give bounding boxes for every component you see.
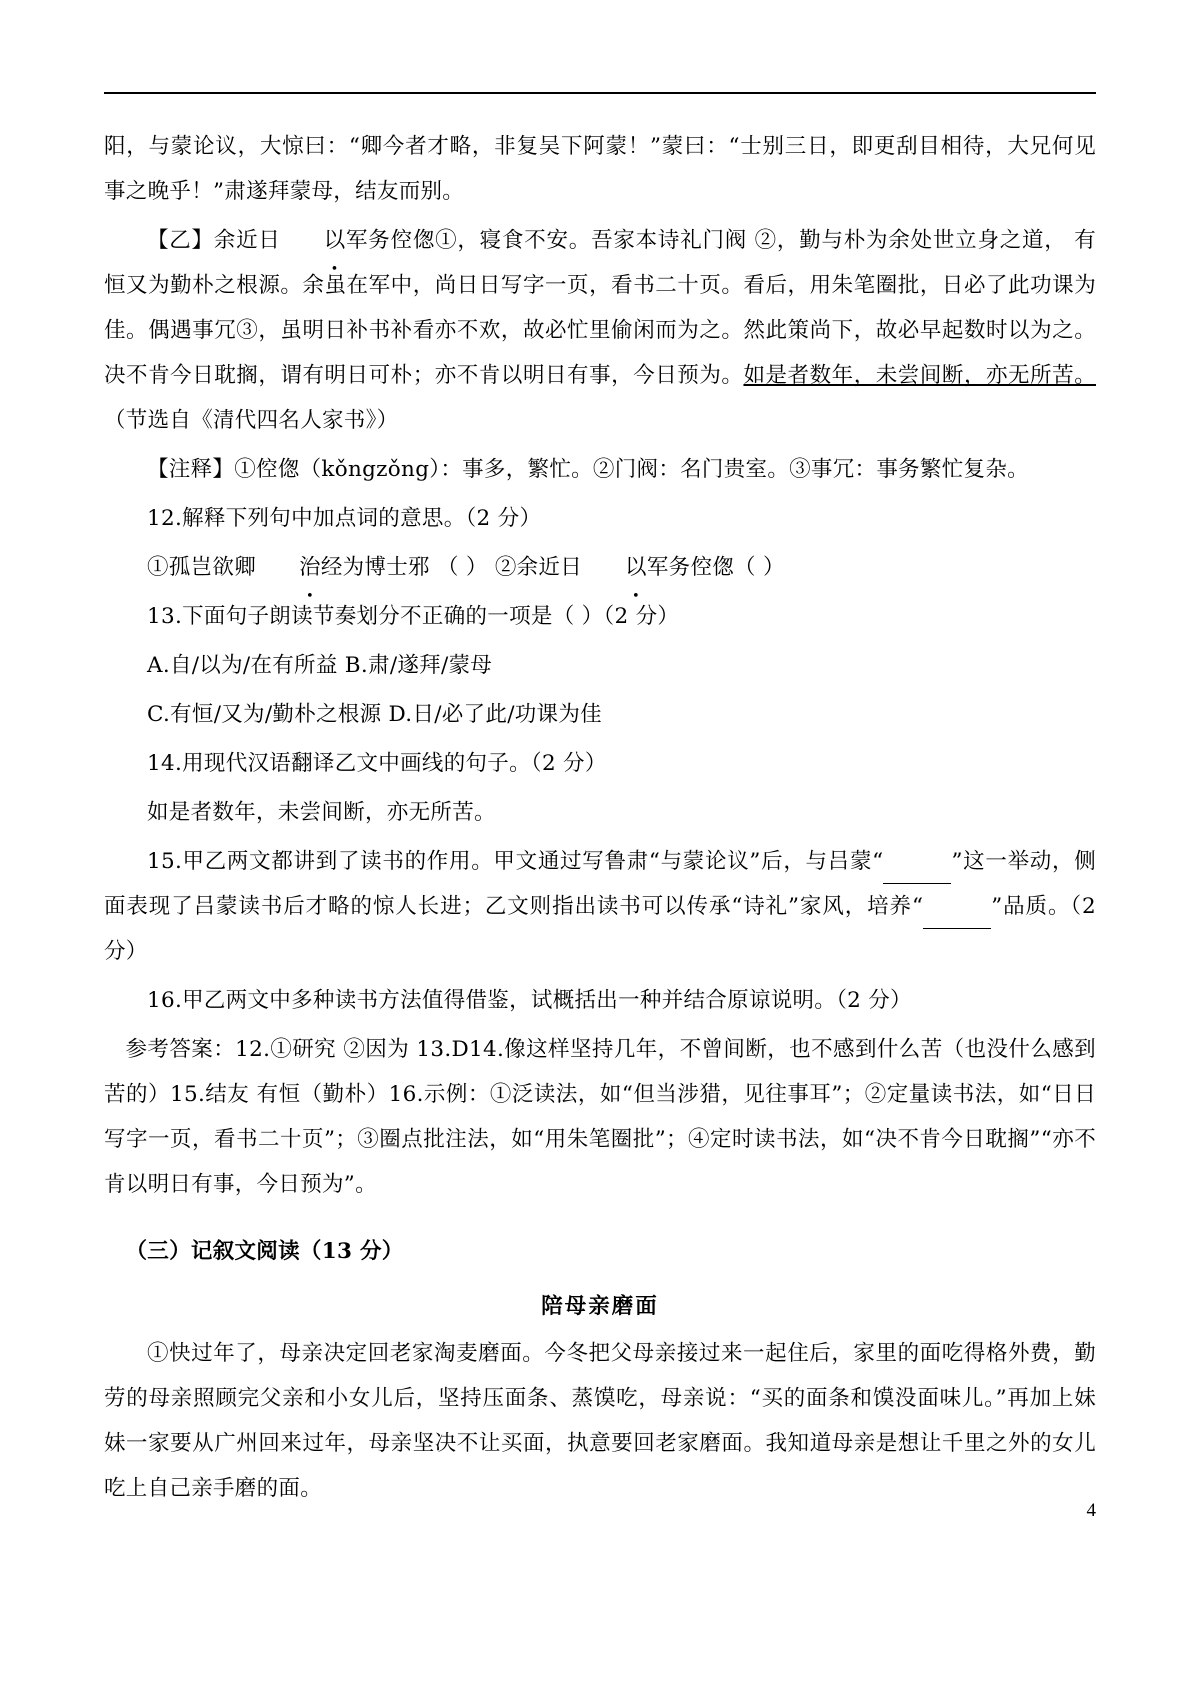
q12-part1-prefix: ①孤岂欲卿 [147,555,257,580]
yi-source: （节选自《清代四名人家书》） [104,408,399,433]
paragraph-yi-ending: 阳，与蒙论议，大惊曰：“卿今者才略，非复吴下阿蒙！”蒙曰：“士别三日，即更刮目相待，大兄何见事之晚乎！”肃遂拜蒙母，结友而别。 [104,134,1096,204]
article-title: 陪母亲磨面 [541,1294,659,1319]
yi-prefix: 【乙】余近日 [147,228,281,253]
yi-body: 军务倥偬①，寝食不安。吾家本诗礼门阀 ②，勤与朴为余处世立身之道， 有恒又为勤朴之根源。余虽在军中，尚日日写字一页，看书二十页。看后，用朱笔圈批，日必了此功课为佳。偶遇事冗③，虽明日补书补看亦不欢，故必忙里偷闲而为之。然此策尚下，故必早起数时以为之。决不肯今日耽搁，谓有明日可朴；亦不肯以明日有事，今日预为。 [104,228,1096,388]
paragraph-text-yi [104,218,1096,443]
question-12-items [104,545,1096,590]
q15-part-b: ”这一举动，侧面表现了吕蒙读书后才略的惊人长进；乙文则指出读书可以传承“诗礼”家风，培养“ [104,849,1096,919]
question-13-options-ab: A.自/以为/在有所益 B.肃/遂拜/蒙母 [147,653,493,678]
answer-blank-2[interactable] [923,907,991,930]
q12-part1-rest: 经为博士邪 （ ） ②余近日 [320,555,583,580]
question-16-stem: 16.甲乙两文中多种读书方法值得借鉴，试概括出一种并结合原谅说明。（2 分） [147,988,912,1013]
q15-part-c: ”品质。（2 分） [104,894,1096,964]
q15-part-a: 15.甲乙两文都讲到了读书的作用。甲文通过写鲁肃“与蒙论议”后，与吕蒙“ [147,849,884,874]
q12-part2-rest: 军务倥偬（ ） [646,555,785,580]
answer-blank-1[interactable] [883,862,951,885]
header-rule [104,92,1096,94]
page-number: 4 [1086,1500,1096,1521]
question-14-stem: 14.用现代汉语翻译乙文中画线的句子。（2 分） [147,751,607,776]
article-paragraph-1: ①快过年了，母亲决定回老家淘麦磨面。今冬把父母亲接过来一起住后，家里的面吃得格外费，勤劳的母亲照顾完父亲和小女儿后，坚持压面条、蒸馍吃，母亲说：“买的面条和馍没面味儿。”再加上妹妹一家要从广州回来过年，母亲坚决不让买面，执意要回老家磨面。我知道母亲是想让千里之外的女儿吃上自己亲手磨的面。 [104,1341,1096,1501]
question-15-stem [104,839,1096,974]
question-13-options-cd: C.有恒/又为/勤朴之根源 D.日/必了此/功课为佳 [147,702,602,727]
question-14-sentence: 如是者数年，未尝间断，亦无所苦。 [147,800,496,825]
dotted-char-zhi: 治 [299,555,321,580]
dotted-char-yi: 以 [323,228,346,253]
section-heading-narrative-reading: （三）记叙文阅读（13 分） [125,1239,404,1264]
reference-answers: 参考答案：12.①研究 ②因为 13.D14.像这样坚持几年，不曾间断，也不感到什么苦（也没什么感到苦的）15.结友 有恒（勤朴）16.示例：①泛读法，如“但当涉猎，见往事耳”；②定量读书法，如“日日写字一页，看书二十页”；③圈点批注法，如“用朱笔圈批”；④定时读书法，如“决不肯今日耽搁”“亦不肯以明日有事，今日预为”。 [104,1037,1096,1197]
yi-underlined-sentence: 如是者数年，未尝间断，亦无所苦。 [743,363,1096,388]
dotted-char-yi-2: 以 [625,555,647,580]
paragraph-notes: 【注释】①倥偬（kǒngzǒng）：事多，繁忙。②门阀：名门贵室。③事冗：事务繁忙复杂。 [147,457,1029,482]
question-13-stem: 13.下面句子朗读节奏划分不正确的一项是（ ）（2 分） [147,604,680,629]
question-12-stem: 12.解释下列句中加点词的意思。（2 分） [147,506,542,531]
